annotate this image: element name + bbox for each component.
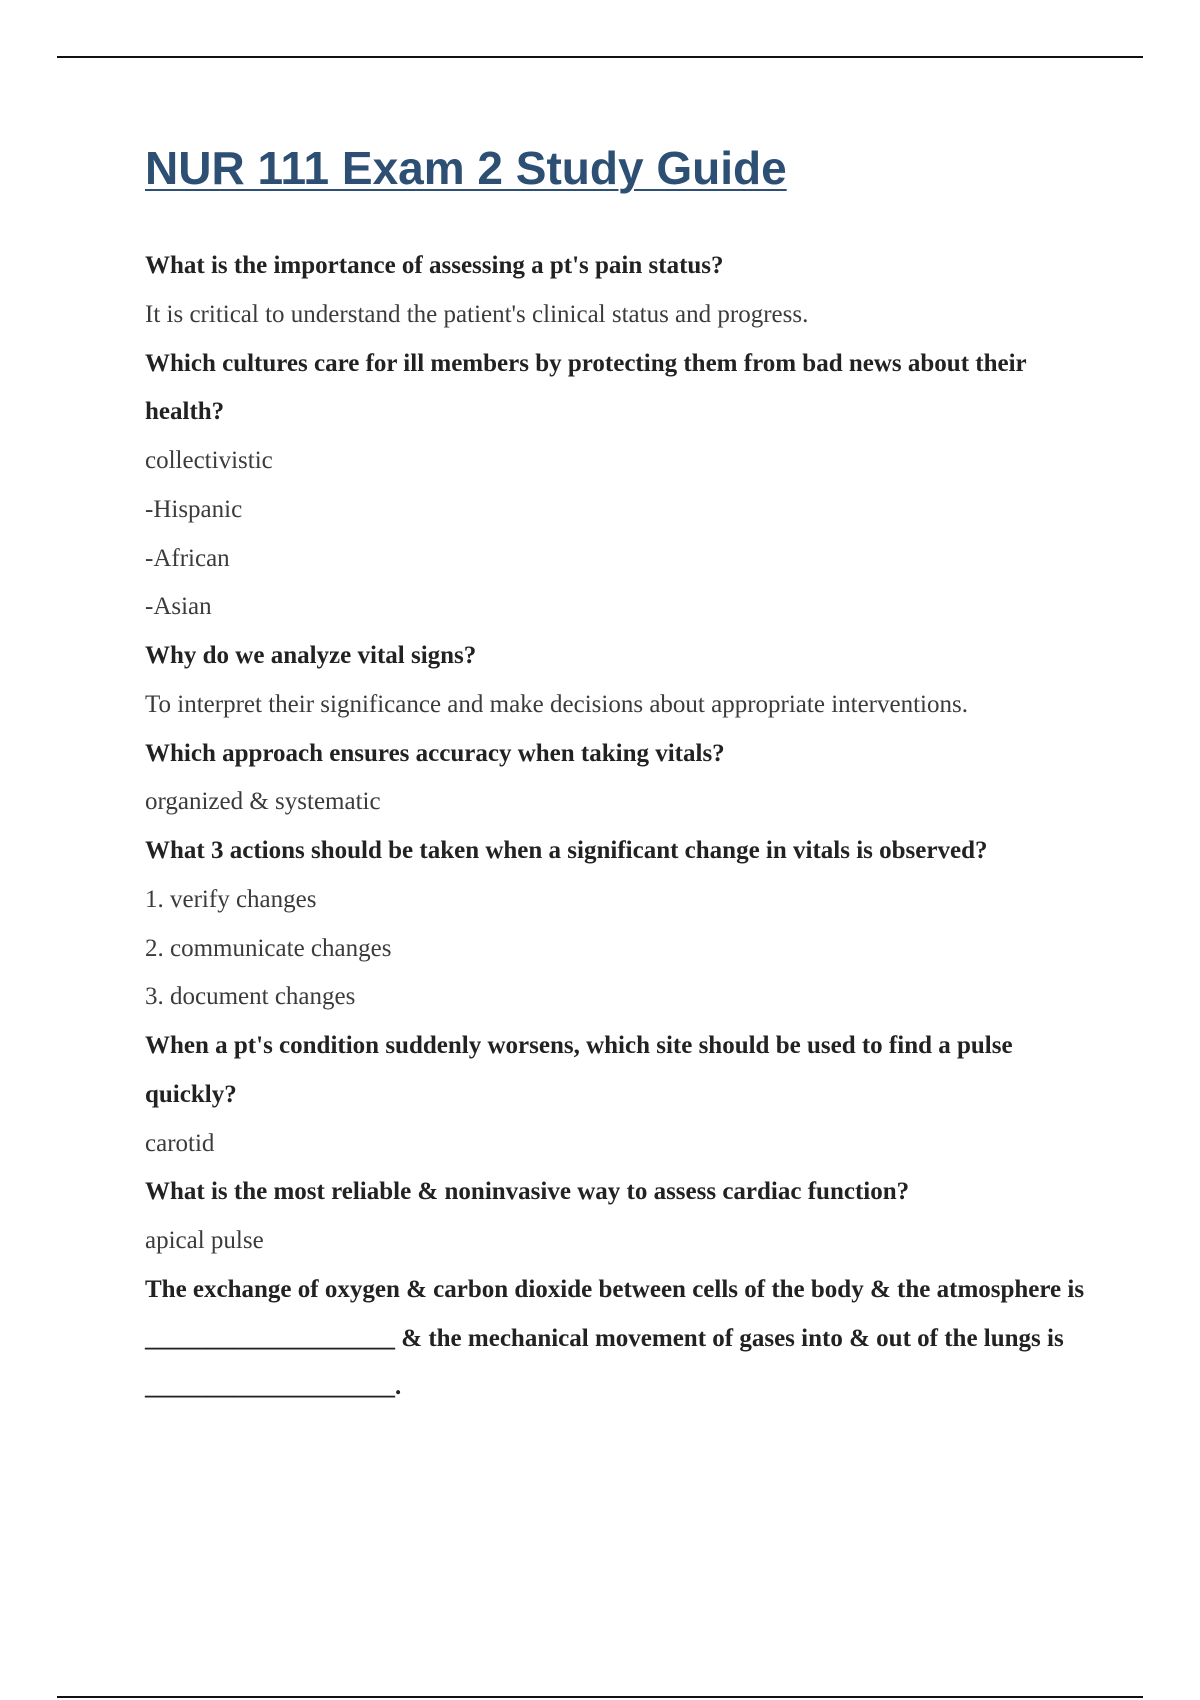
question-3: Why do we analyze vital signs? <box>145 642 477 669</box>
answer-5-line-1: 1. verify changes <box>145 885 317 913</box>
answer-4: organized & systematic <box>145 788 381 816</box>
answer-2-line-1: collectivistic <box>145 447 273 474</box>
question-7: What is the most reliable & noninvasive way to assess cardiac function? <box>145 1178 910 1206</box>
page-title: NUR 111 Exam 2 Study Guide <box>145 142 787 194</box>
answer-7: apical pulse <box>145 1227 264 1254</box>
answer-5-line-2: 2. communicate changes <box>145 934 392 962</box>
question-6: When a pt's condition suddenly worsens, which site should be used to find a pulse quickly? <box>145 1032 1013 1108</box>
answer-1: It is critical to understand the patient's clinical status and progress. <box>145 300 809 328</box>
answer-2-line-2: -Hispanic <box>145 495 243 523</box>
bottom-rule <box>57 1696 1143 1698</box>
answer-6: carotid <box>145 1129 215 1157</box>
answer-2-line-3: -African <box>145 544 230 572</box>
question-2: Which cultures care for ill members by protecting them from bad news about their health? <box>145 349 1027 426</box>
question-4: Which approach ensures accuracy when taking vitals? <box>145 739 725 767</box>
top-rule <box>57 56 1143 58</box>
answer-5-line-3: 3. document changes <box>145 983 356 1011</box>
answer-3: To interpret their significance and make decisions about appropriate interventions. <box>145 690 968 718</box>
question-5: What 3 actions should be taken when a significant change in vitals is observed? <box>145 837 988 864</box>
question-1: What is the importance of assessing a pt's pain status? <box>145 252 724 279</box>
answer-2-line-4: -Asian <box>145 593 212 621</box>
study-guide-content <box>145 242 1085 1412</box>
question-8: The exchange of oxygen & carbon dioxide between cells of the body & the atmosphere is ____________________ & the mechanical movement of gases into & out of the lungs is ____________________. <box>145 1275 1085 1401</box>
